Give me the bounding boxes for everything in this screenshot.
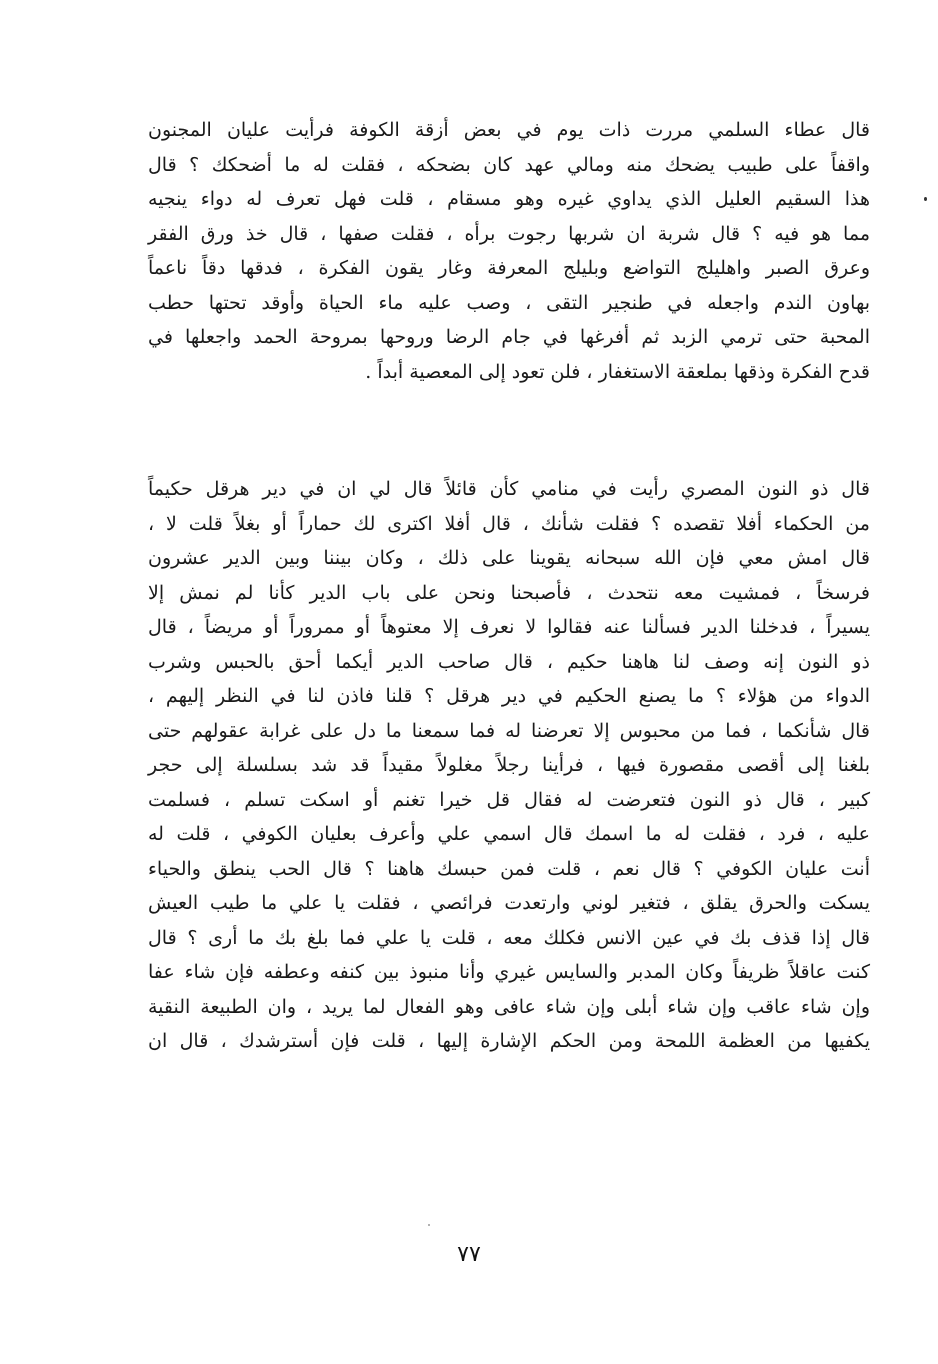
text-line: بلغنا إلى أقصى مقصورة فيها ، فرأينا رجلاً مغلولاً مقيداً قد شد بسلسلة إلى حجر [148,754,870,776]
text-line: هذا السقيم العليل الذي يداوي غيره وهو مسقام ، قلت فهل تعرف له دواء ينجيه [148,188,870,210]
text-line: من الحكماء أفلا تقصده ؟ فقلت شأنك ، قال أفلا اكترى لك حماراً أو بغلاً قلت لا ، [148,512,870,535]
text-line: قال امش معي فإن الله سبحانه يقوينا على ذلك ، وكان بيننا وبين الدير عشرون [148,547,870,569]
text-line: واقفاً على طبيب يضحك منه ومالي عهد كان بضحكه ، فقلت له ما أضحكك ؟ قال [148,153,870,176]
text-line: عليه ، فرد ، فقلت له ما اسمك قال اسمي علي وأعرف بعليان الكوفي ، قلت له [148,823,870,845]
text-line: قال شأنكما ، فما من محبوس إلا تعرضنا له فما سمعنا ما دل على غرابة عقولهم حتى [148,719,870,742]
text-line: قال إذا قذف بك في عين الانس فكلك معه ، قلت يا علي فما بلغ بك ما أرى ؟ قال [148,926,870,949]
scan-speck [428,1224,430,1226]
text-line: ذو النون إنه وصف لنا هاهنا حكيم ، قال صاحب الدير أيكما أحق بالحبس وشرب [148,650,870,673]
text-line: أنت عليان الكوفي ؟ قال نعم ، قلت فمن حبسك هاهنا ؟ قال الحب ينطق والحياء [148,857,870,880]
text-line: يكفيها من العظمة اللمحة ومن الحكم الإشارة إليها ، قلت فإن أسترشدك ، قال ان [148,1030,870,1052]
text-line: الدواء من هؤلاء ؟ ما يصنع الحكيم في دير هرقل ؟ قلنا فاذن لنا في النظر إليهم ، [148,685,870,707]
text-line: يسيراً ، فدخلنا الدير فسألنا عنه فقالوا لا نعرف إلا معتوهاً أو ممروراً أو مريضاً ، قال [148,616,870,638]
paragraph-dhu-al-nun [148,472,870,1059]
text-line: كنت عاقلاً ظريفاً وكان المدبر والسايس غيري وأنا منبوذ بين كنفه وعطفه فإن شاء عفا [148,961,870,983]
text-line: كبير ، قال ذو النون فتعرضت له فقال قل خيرا تغنم أو اسكت تسلم ، فسلمت [148,788,870,811]
text-line: فرسخاً ، فمشيت معه نتحدث ، فأصبحنا ونحن على باب الدير كأنا لم نمش إلا [148,581,870,604]
text-line: يسكت والحرق يقلق ، فتغير لوني وارتعدت فرائصي ، فقلت يا علي ما طيب العيش [148,892,870,914]
text-line: قال ذو النون المصري رأيت في منامي كأن قائلاً قال لي ان في دير هرقل حكيماً [148,478,870,500]
text-line: قال عطاء السلمي مررت ذات يوم في بعض أزقة الكوفة فرأيت عليان المجنون [148,119,870,141]
scan-speck [924,197,927,201]
page-number: ٧٧ [457,1242,481,1267]
text-line: المحبة حتى ترمي الزبد ثم أفرغها في جام الرضا وروحها بمروحة الحمد واجعلها في [148,326,870,348]
text-line: وإن شاء عاقب وإن شاء أبلى وإن شاء عافى وهو الفعال لما يريد ، وان الطبيعة النقية [148,995,870,1018]
paragraph-ata-al-sulami [148,113,870,389]
text-line: بهاون الندم واجعله في طنجير التقى ، وصب عليه ماء الحياة وأوقد تحتها حطب [148,291,870,314]
text-line: قدح الفكرة وذقها بملعقة الاستغفار ، فلن تعود إلى المعصية أبداً . [365,360,870,383]
text-line: وعرق الصبر واهليلج التواضع وبليلج المعرفة وغار يقون الفكرة ، فدقها دقاً ناعماً [148,257,870,279]
text-line: مما هو فيه ؟ قال شربة ان شربها رجوت برأه ، فقلت صفها ، قال خذ ورق الفقر [148,222,870,245]
